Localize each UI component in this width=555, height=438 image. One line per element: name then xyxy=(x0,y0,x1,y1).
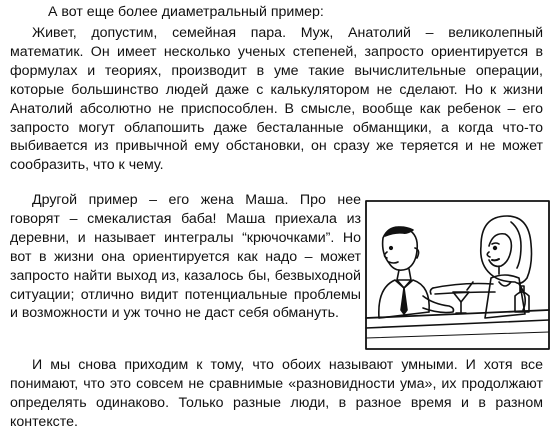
paragraph-conclusion xyxy=(10,356,543,432)
cartoon-couple-at-bar-icon xyxy=(365,200,550,350)
paragraph-masha xyxy=(10,191,361,323)
paragraph-conclusion-text: И мы снова приходим к тому, что обоих называют умными. И хотя все понимают, что это совсем не сравнимые «разновидности ума», их продолжают определять одинаково. Только разные люди, в разное время и в разном контексте. xyxy=(10,357,543,430)
paragraph-anatoly xyxy=(10,24,543,175)
intro-heading: А вот еще более диаметральный пример: xyxy=(48,4,324,20)
paragraph-anatoly-text: Живет, допустим, семейная пара. Муж, Анатолий – великолепный математик. Он имеет несколько ученых степеней, запросто ориентируется в формулах и теориях, производит в уме такие вычислительные операции, которые большинство людей даже с калькулятором не сделают. Но к жизни Анатолий абсолютно не приспособлен. В смысле, вообще как ребенок – его запросто могут облапошить даже бесталанные обманщики, а когда что-то выбивается из привычной ему обстановки, он сразу же теряется и не может сообразить, что к чему. xyxy=(10,25,543,174)
paragraph-masha-text: Другой пример – его жена Маша. Про нее говорят – смекалистая баба! Маша приехала из деревни, и называет интегралы “крючочками”. Но вот в жизни она ориентируется как надо – может запросто найти выход из, казалось бы, безвыходной ситуации; отлично видит потенциальные проблемы и возможности и уж точно не даст себя обмануть. xyxy=(10,192,361,322)
